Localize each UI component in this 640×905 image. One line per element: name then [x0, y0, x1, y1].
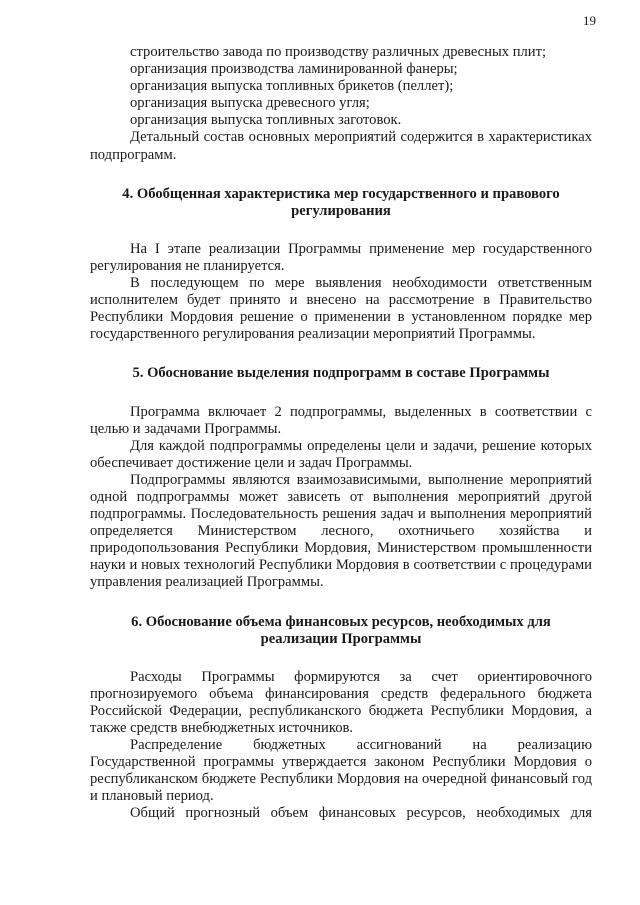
paragraph: В последующем по мере выявления необходимости ответственным исполнителем будет принято и внесено на рассмотрение в Правительство Республики Мордовия решение о применении в установленном порядке мер государственного регулирования реализации мероприятий Программы. — [90, 275, 592, 343]
paragraph: Программа включает 2 подпрограммы, выделенных в соответствии с целью и задачами Программы. — [90, 403, 592, 437]
paragraph: Расходы Программы формируются за счет ориентировочного прогнозируемого объема финансирования средств федерального бюджета Российской Федерации, республиканского бюджета Республики Мордовия, а также средств внебюджетных источников. — [90, 668, 592, 736]
page-number: 19 — [583, 13, 596, 28]
paragraph: Для каждой подпрограммы определены цели и задачи, решение которых обеспечивает достижение цели и задач Программы. — [90, 437, 592, 471]
document-body — [90, 44, 592, 823]
list-item: строительство завода по производству различных древесных плит; — [130, 44, 547, 60]
paragraph: Подпрограммы являются взаимозависимыми, выполнение мероприятий одной подпрограммы может зависеть от выполнения мероприятий другой подпрограммы. Последовательность решения задач и выполнения мероприятий определяется Министерством лесного, охотничьего хозяйства и природопользования Республики Мордовия, Министерством промышленности науки и новых технологий Республики Мордовия в соответствии с процедурами управления реализацией Программы. — [90, 471, 592, 591]
list-item: организация выпуска топливных заготовок. — [130, 112, 402, 129]
list-item: организация выпуска древесного угля; — [130, 95, 370, 112]
paragraph: На I этапе реализации Программы применение мер государственного регулирования не планируется. — [90, 240, 592, 274]
section-5-heading: 5. Обоснование выделения подпрограмм в составе Программы — [132, 365, 550, 382]
section-5 — [90, 365, 592, 591]
section-4 — [90, 186, 592, 344]
list-item: организация производства ламинированной фанеры; — [130, 61, 458, 78]
paragraph: Распределение бюджетных ассигнований на реализацию Государственной программы утверждается законом Республики Мордовия о республиканском бюджете Республики Мордовия на очередной финансовый год и плановый период. — [90, 737, 592, 805]
measures-list — [90, 44, 592, 129]
paragraph: Общий прогнозный объем финансовых ресурсов, необходимых для — [130, 805, 592, 822]
list-item: организация выпуска топливных брикетов (пеллет); — [130, 78, 454, 95]
section-6-heading: 6. Обоснование объема финансовых ресурсов, необходимых для реализации Программы — [131, 613, 551, 647]
section-4-heading: 4. Обобщенная характеристика мер государственного и правового регулирования — [122, 185, 560, 219]
intro-paragraph: Детальный состав основных мероприятий содержится в характеристиках подпрограмм. — [90, 129, 592, 163]
section-6 — [90, 614, 592, 823]
